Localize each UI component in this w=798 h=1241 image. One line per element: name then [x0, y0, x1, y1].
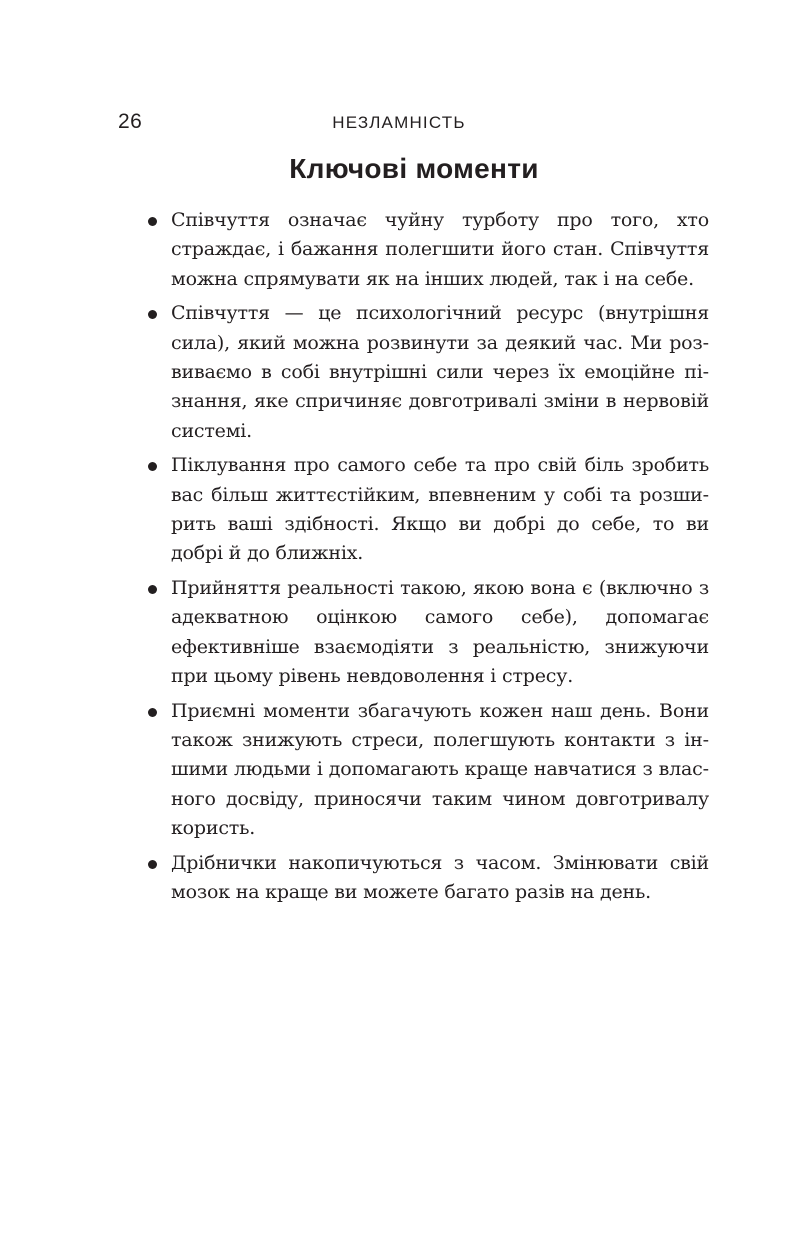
- bullet-icon: [148, 860, 157, 869]
- bullet-icon: [148, 217, 157, 226]
- list-item-text: Піклування про самого себе та про свій біль зробить вас більш життєстійким, впевненим у собі та розширить ваші здібності. Якщо ви добрі до себе, то ви добрі й до ближніх.: [171, 454, 709, 565]
- list-item: [145, 451, 709, 568]
- list-item: [145, 574, 709, 691]
- list-item-text: Дрібнички накопичуються з часом. Змінювати свій мозок на краще ви можете багато разів на день.: [171, 851, 709, 904]
- list-item-text: Прийняття реальності такою, якою вона є (включно з адекватною оцінкою самого себе), допомагає ефективніше взаємодіяти з реальністю, знижуючи при цьому рівень невдоволення і стресу.: [171, 577, 709, 687]
- list-item: [145, 206, 709, 294]
- page-number: 26: [118, 110, 143, 133]
- list-item-text: Приємні моменти збагачують кожен наш день. Вони також знижують стреси, полегшують контакти з іншими людьми і допомагають краще навчатися з власного досвіду, приносячи таким чином довготривалу користь.: [171, 699, 709, 839]
- list-item-text: Співчуття означає чуйну турботу про того, хто страждає, і бажання полегшити його стан. Співчуття можна спрямувати як на інших людей, так і на себе.: [171, 209, 709, 290]
- bullet-icon: [148, 585, 157, 594]
- section-title: Ключові моменти: [289, 153, 539, 184]
- list-item: [145, 299, 709, 445]
- bullet-icon: [148, 708, 157, 717]
- bullet-icon: [148, 310, 157, 319]
- running-header: НЕЗЛАМНІСТЬ: [332, 113, 466, 132]
- key-points-list: [145, 206, 709, 913]
- list-item: [145, 849, 709, 908]
- list-item-text: Співчуття — це психологічний ресурс (внутрішня сила), який можна розвинути за деякий час. Ми розвиваємо в собі внутрішні сили через їх емоційне пізнання, яке спричиняє довготривалі зміни в нервовій системі.: [171, 302, 709, 442]
- bullet-icon: [148, 462, 157, 471]
- list-item: [145, 697, 709, 843]
